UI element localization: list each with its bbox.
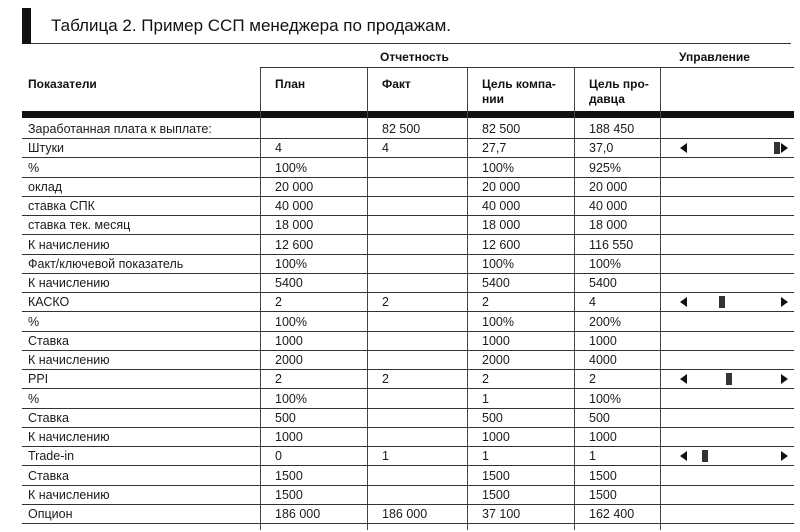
cell-plan: 100% <box>275 314 307 329</box>
row-label: оклад <box>28 179 63 194</box>
header-plan: План <box>275 77 306 91</box>
header-thick-rule <box>22 111 794 118</box>
arrow-right-icon[interactable] <box>781 297 788 307</box>
cell-seller-goal: 1 <box>589 449 596 464</box>
cell-company-goal: 5400 <box>482 276 510 290</box>
cell-plan: 100% <box>275 256 307 271</box>
cell-plan: 1000 <box>275 333 303 348</box>
table-row <box>22 332 794 351</box>
cell-company-goal: 1000 <box>482 430 510 444</box>
cell-company-goal: 100% <box>482 256 514 271</box>
cell-fact: 1 <box>382 449 389 464</box>
table-row <box>22 216 794 235</box>
cell-seller-goal: 1000 <box>589 430 617 444</box>
cell-plan: 18 000 <box>275 218 314 233</box>
cell-plan: 500 <box>275 410 296 425</box>
cell-company-goal: 1500 <box>482 468 510 483</box>
cell-company-goal: 2 <box>482 295 489 310</box>
cell-company-goal: 12 600 <box>482 237 521 252</box>
cell-company-goal: 500 <box>482 410 503 425</box>
cell-seller-goal: 100% <box>589 256 621 271</box>
cell-fact: 4 <box>382 141 389 156</box>
cell-company-goal: 2 <box>482 372 489 387</box>
row-label: Штуки <box>28 141 65 156</box>
cell-plan: 2000 <box>275 353 303 367</box>
cell-seller-goal: 188 450 <box>589 122 635 136</box>
header-company-goal-line2: нии <box>482 92 505 106</box>
row-label: ставка тек. месяц <box>28 218 131 233</box>
row-label: % <box>28 314 40 329</box>
cell-plan: 1500 <box>275 468 303 483</box>
table-row <box>22 351 794 370</box>
row-label: КАСКО <box>28 295 70 310</box>
row-label: % <box>28 391 40 406</box>
table-row <box>22 370 794 389</box>
cell-seller-goal: 162 400 <box>589 507 635 521</box>
table-row <box>22 486 794 505</box>
cell-seller-goal: 1500 <box>589 468 617 483</box>
cell-seller-goal: 18 000 <box>589 218 628 233</box>
table-row <box>22 139 794 158</box>
table-row <box>22 505 794 524</box>
cell-plan: 5400 <box>275 276 303 290</box>
cell-company-goal: 27,7 <box>482 141 507 156</box>
slider-thumb[interactable] <box>774 142 780 154</box>
cell-seller-goal: 4 <box>589 295 596 310</box>
cell-plan: 1000 <box>275 430 303 444</box>
row-label: Заработанная плата к выплате: <box>28 122 212 136</box>
caption-text: Таблица 2. Пример ССП менеджера по продажам. <box>51 16 451 35</box>
arrow-right-icon[interactable] <box>781 143 788 153</box>
cell-company-goal: 1500 <box>482 487 510 502</box>
cell-plan: 4 <box>275 141 282 156</box>
slider-thumb[interactable] <box>719 296 725 308</box>
cell-seller-goal: 116 550 <box>589 237 634 252</box>
table-row <box>22 447 794 466</box>
cell-company-goal: 100% <box>482 160 514 175</box>
header-seller-goal-line2: давца <box>589 92 625 106</box>
row-label: Ставка <box>28 333 69 348</box>
header-indicator: Показатели <box>28 77 97 91</box>
arrow-left-icon[interactable] <box>680 297 687 307</box>
cell-seller-goal: 37,0 <box>589 141 614 156</box>
table-row <box>22 467 794 486</box>
header-company-goal <box>482 77 556 107</box>
header-company-goal-line1: Цель компа- <box>482 77 556 91</box>
cell-fact: 186 000 <box>382 507 428 521</box>
table-row <box>22 390 794 409</box>
cell-seller-goal: 4000 <box>589 353 617 367</box>
table-row <box>22 255 794 274</box>
row-label: PPI <box>28 372 49 387</box>
control-slider[interactable] <box>678 293 794 311</box>
slider-thumb[interactable] <box>702 450 708 462</box>
row-label: К начислению <box>28 237 110 252</box>
table-row <box>22 197 794 216</box>
row-label: К начислению <box>28 487 110 502</box>
cell-fact: 82 500 <box>382 122 421 136</box>
table-caption <box>22 8 792 44</box>
cell-seller-goal: 925% <box>589 160 621 175</box>
cell-plan: 0 <box>275 449 282 464</box>
table-row <box>22 293 794 312</box>
cell-company-goal: 2000 <box>482 353 510 367</box>
header-group-rule <box>260 67 794 68</box>
row-label: Ставка <box>28 468 69 483</box>
cell-company-goal: 100% <box>482 314 514 329</box>
cell-seller-goal: 1500 <box>589 487 617 502</box>
header-seller-goal-line1: Цель про- <box>589 77 649 91</box>
header-seller-goal <box>589 77 649 107</box>
slider-thumb[interactable] <box>726 373 732 385</box>
table-row <box>22 236 794 255</box>
cell-company-goal: 1 <box>482 391 489 406</box>
row-label: Опцион <box>28 507 73 521</box>
arrow-right-icon[interactable] <box>781 451 788 461</box>
table-row <box>22 428 794 447</box>
arrow-right-icon[interactable] <box>781 374 788 384</box>
cell-plan: 40 000 <box>275 199 314 213</box>
row-label: % <box>28 160 40 175</box>
cell-plan: 186 000 <box>275 507 321 521</box>
cell-seller-goal: 100% <box>589 391 621 406</box>
cell-seller-goal: 2 <box>589 372 596 387</box>
cell-seller-goal: 5400 <box>589 276 617 290</box>
table-row <box>22 409 794 428</box>
cell-plan: 100% <box>275 391 307 406</box>
row-label: К начислению <box>28 353 110 367</box>
cell-company-goal: 18 000 <box>482 218 521 233</box>
table-row <box>22 120 794 139</box>
arrow-left-icon[interactable] <box>680 143 687 153</box>
cell-seller-goal: 1000 <box>589 333 617 348</box>
row-label: Ставка <box>28 410 69 425</box>
control-slider[interactable] <box>678 370 794 388</box>
table-row <box>22 159 794 178</box>
arrow-left-icon[interactable] <box>680 451 687 461</box>
caption-underline <box>31 43 791 44</box>
cell-company-goal: 20 000 <box>482 179 521 194</box>
caption-marker <box>22 8 31 44</box>
cell-seller-goal: 40 000 <box>589 199 628 213</box>
header-group-reporting: Отчетность <box>380 50 449 64</box>
cell-plan: 2 <box>275 295 282 310</box>
cell-company-goal: 1 <box>482 449 489 464</box>
cell-fact: 2 <box>382 295 389 310</box>
cell-company-goal: 37 100 <box>482 507 521 521</box>
cell-plan: 1500 <box>275 487 303 502</box>
cell-company-goal: 1000 <box>482 333 510 348</box>
row-label: ставка СПК <box>28 199 95 213</box>
cell-plan: 12 600 <box>275 237 314 252</box>
cell-seller-goal: 200% <box>589 314 621 329</box>
cell-plan: 100% <box>275 160 307 175</box>
row-label: Факт/ключевой показатель <box>28 256 184 271</box>
row-label: К начислению <box>28 276 110 290</box>
cell-seller-goal: 500 <box>589 410 610 425</box>
cell-fact: 2 <box>382 372 389 387</box>
cell-seller-goal: 20 000 <box>589 179 628 194</box>
row-label: Trade-in <box>28 449 75 464</box>
table-row <box>22 178 794 197</box>
arrow-left-icon[interactable] <box>680 374 687 384</box>
cell-company-goal: 82 500 <box>482 122 521 136</box>
header-group-control: Управление <box>679 50 750 64</box>
cell-plan: 2 <box>275 372 282 387</box>
cell-plan: 20 000 <box>275 179 314 194</box>
table-row <box>22 313 794 332</box>
row-label: К начислению <box>28 430 110 444</box>
table-row <box>22 274 794 293</box>
header-fact: Факт <box>382 77 411 91</box>
control-slider[interactable] <box>678 139 794 157</box>
control-slider[interactable] <box>678 447 794 465</box>
cell-company-goal: 40 000 <box>482 199 521 213</box>
